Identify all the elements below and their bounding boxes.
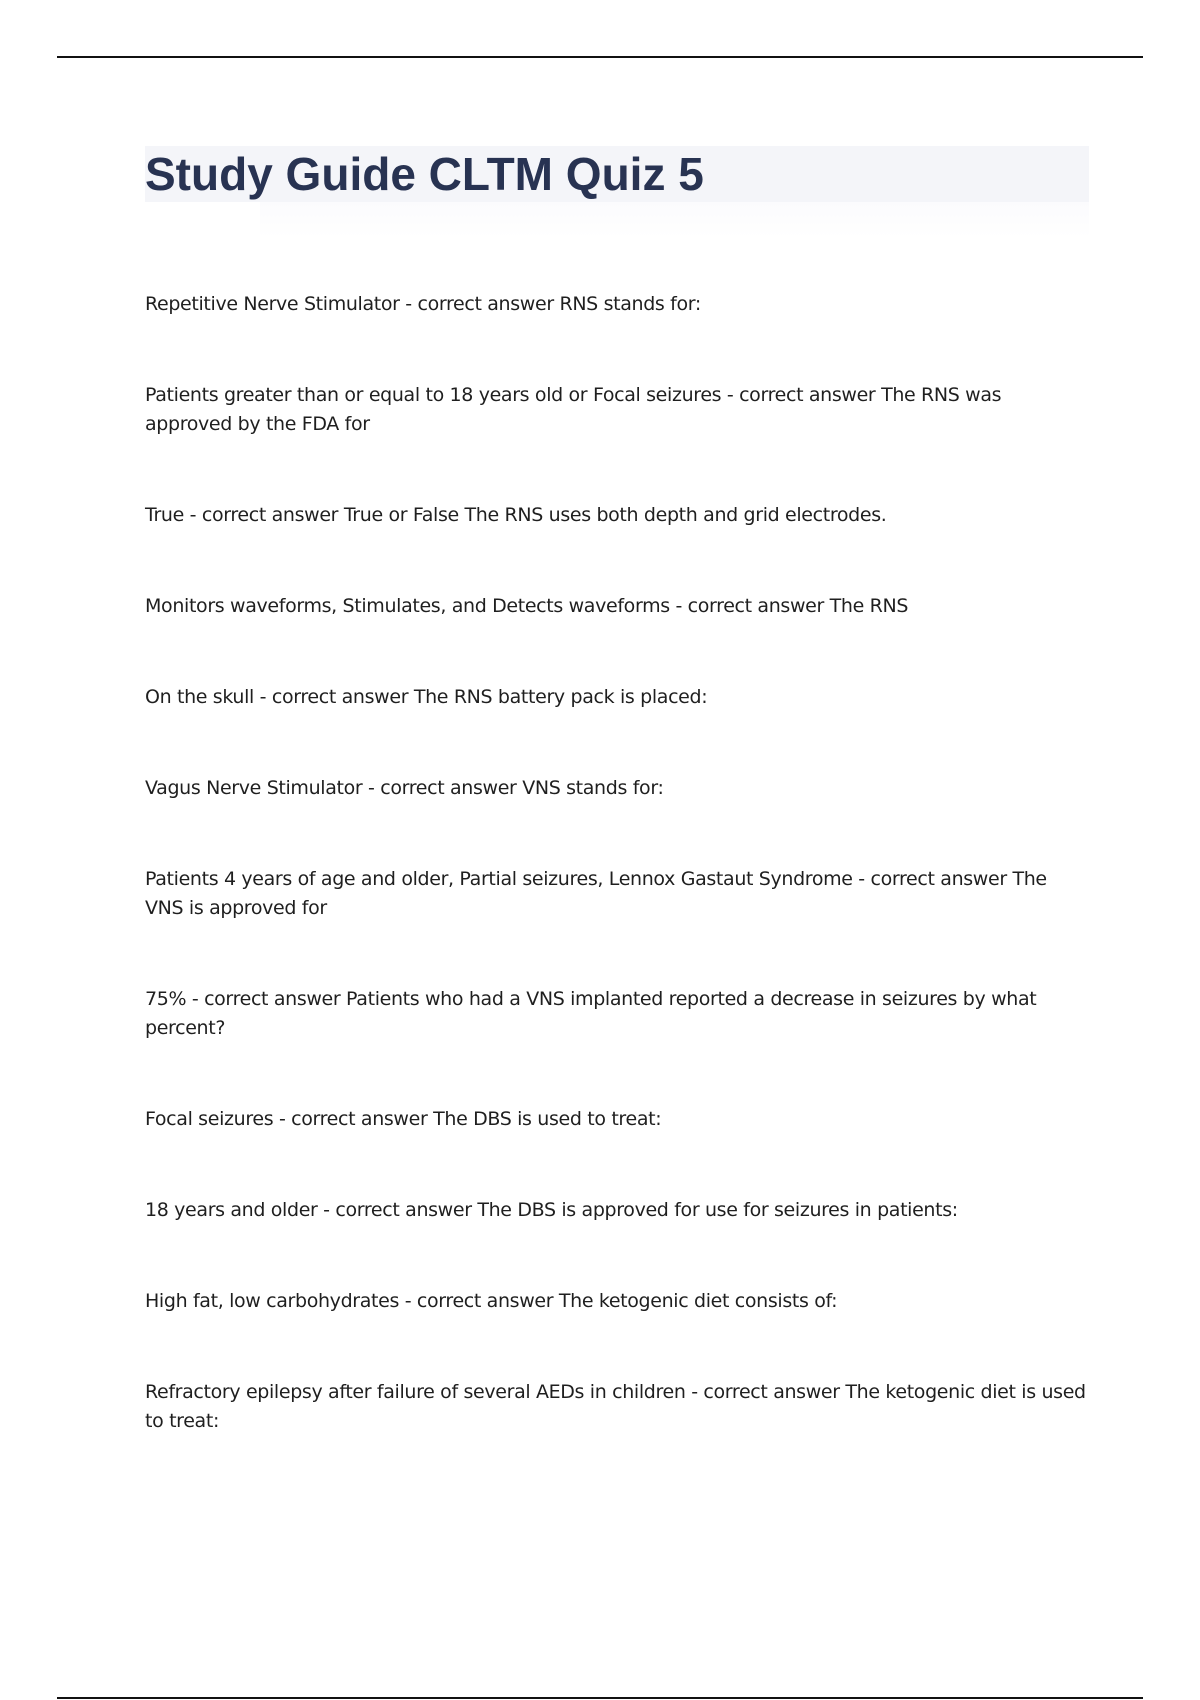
qa-item: Patients 4 years of age and older, Partial seizures, Lennox Gastaut Syndrome - correct answer The VNS is approved for — [145, 868, 1047, 919]
qa-item: 75% - correct answer Patients who had a VNS implanted reported a decrease in seizures by what percent? — [145, 988, 1037, 1039]
title-shadow — [260, 202, 1089, 238]
page-title: Study Guide CLTM Quiz 5 — [145, 148, 704, 200]
qa-item: On the skull - correct answer The RNS battery pack is placed: — [145, 686, 708, 708]
qa-item: Refractory epilepsy after failure of several AEDs in children - correct answer The ketogenic diet is used to treat: — [145, 1381, 1086, 1432]
qa-item: Repetitive Nerve Stimulator - correct answer RNS stands for: — [145, 293, 701, 315]
qa-item: High fat, low carbohydrates - correct answer The ketogenic diet consists of: — [145, 1290, 838, 1312]
question-answer-list — [145, 290, 1090, 1436]
top-rule — [57, 56, 1143, 58]
qa-item: Patients greater than or equal to 18 years old or Focal seizures - correct answer The RNS was approved by the FDA for — [145, 384, 1002, 435]
qa-item: True - correct answer True or False The RNS uses both depth and grid electrodes. — [145, 504, 887, 526]
qa-item: 18 years and older - correct answer The DBS is approved for use for seizures in patients: — [145, 1199, 958, 1221]
bottom-rule — [57, 1697, 1143, 1699]
qa-item: Focal seizures - correct answer The DBS is used to treat: — [145, 1108, 662, 1130]
qa-item: Vagus Nerve Stimulator - correct answer VNS stands for: — [145, 777, 664, 799]
qa-item: Monitors waveforms, Stimulates, and Detects waveforms - correct answer The RNS — [145, 595, 909, 617]
